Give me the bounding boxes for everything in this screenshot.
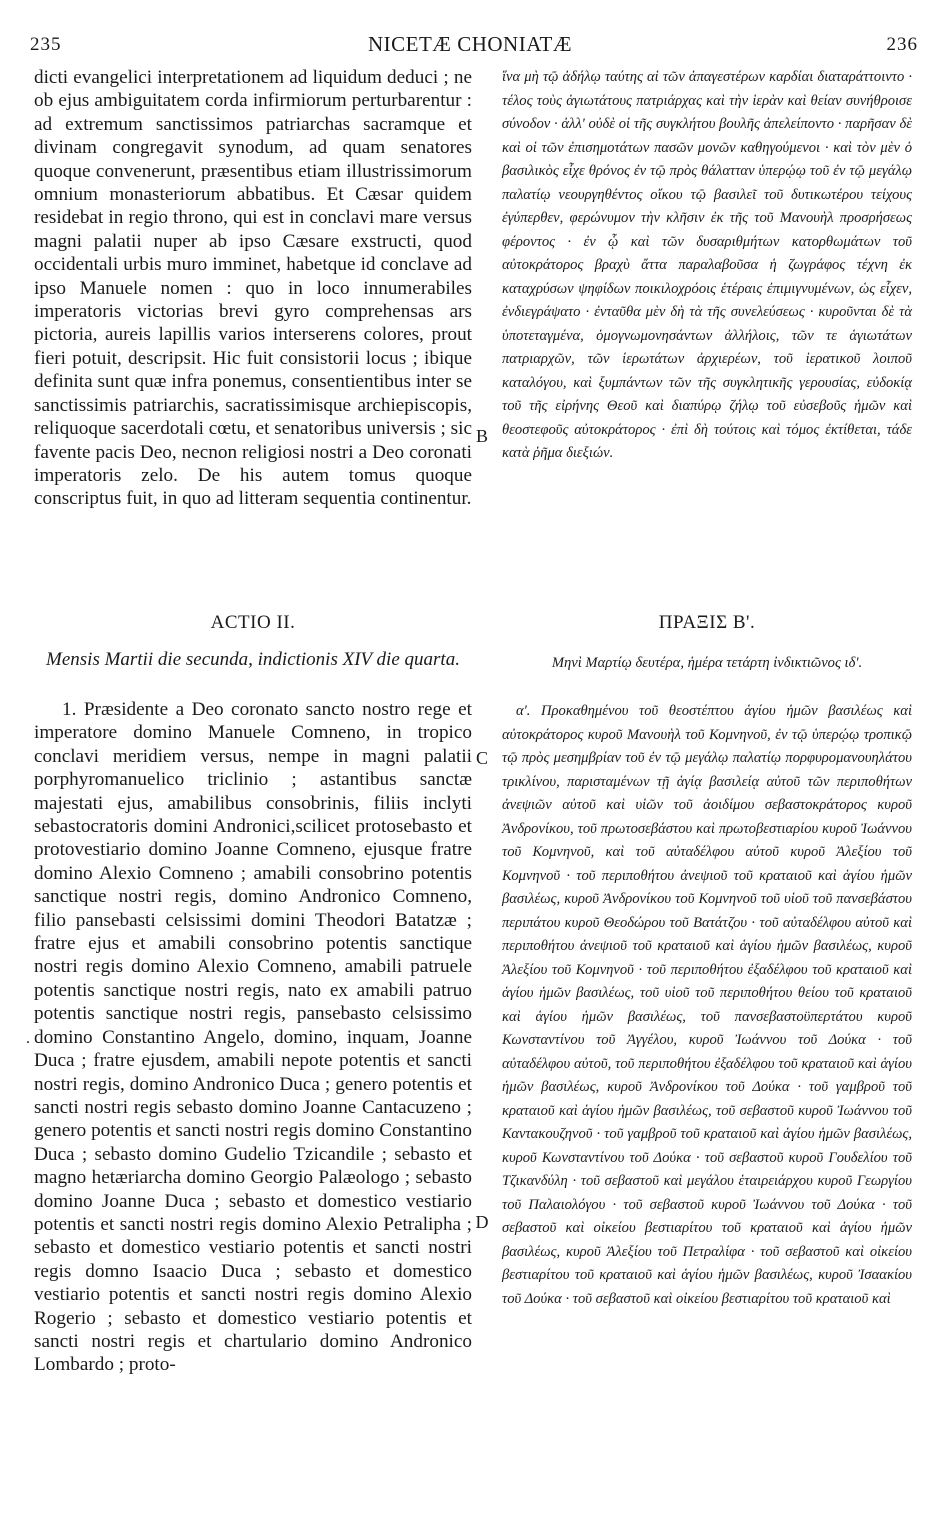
margin-tick: .	[26, 1030, 30, 1047]
latin-top-paragraph: dicti evangelici interpretationem ad liquidum deduci ; ne ob ejus ambiguitatem corda infirmiorum perturbarentur : ad extremum sanctissimos patriarchas sacramque et divinam congregavit synodum, ad quam senatores quoque convenerunt, præsentibus etiam illustrissimorum omnium monasteriorum abbatibus. Et Cæsar quidem residebat in regio throno, qui est in conclavi mare versus magni palatii nuper ab ipso Cæsare exstructi, quod occidentali urbis muro imminet, habetque id conclave ad ipso Manuele nomen : quo in loco innumerabiles imperatoris victorias brevi gyro comprehensas ars pictoria, aureis lapillis varios interserens colores, prout fieri potuit, descripsit. Hic fuit consistorii locus ; ibique definita sunt quæ infra ponemus, consentientibus inter se sanctissimis patriarchis, sacratissimisque archiepiscopis, reliquoque sacerdotali cœtu, et senatoribus universis ; sic favente pacis Deo, necnon religiosi nostri a Deo coronati imperatoris zelo. De his autem tomus quoque conscriptus fuit, in quo ad litteram sequentia continentur.	[34, 67, 472, 510]
greek-section-subtitle: Μηνὶ Μαρτίῳ δευτέρα, ἡμέρα τετάρτη ἰνδικτιῶνος ιδ'.	[551, 655, 863, 671]
margin-marker-b: B	[475, 426, 488, 446]
page-number-left: 235	[30, 34, 62, 55]
margin-marker-d: D	[475, 1212, 489, 1232]
greek-body-paragraph: α'. Προκαθημένου τοῦ θεοστέπτου ἁγίου ἡμῶν βασιλέως καὶ αὐτοκράτορος κυροῦ Μανουὴλ τοῦ Κομνηνοῦ, ἐν τῷ ὑπερῴῳ τροπικῷ τῷ πρὸς μεσημβρίαν τοῦ ἐν τῷ μεγάλῳ παλατίῳ πορφυρομανουηλάτου τρικλίνου, παρισταμένων τῇ ἁγίᾳ βασιλείᾳ αὐτοῦ τῶν περιποθήτων ἀνεψιῶν αὐτοῦ καὶ υἱῶν τοῦ ἀοιδίμου σεβαστοκράτορος κυροῦ Ἀνδρονίκου, τοῦ πρωτοσεβάστου καὶ πρωτοβεστιαρίου κυροῦ Ἰωάννου τοῦ Κομνηνοῦ, καὶ τοῦ αὐταδέλφου αὐτοῦ κυροῦ Ἀλεξίου τοῦ Κομνηνοῦ · τοῦ περιποθήτου ἀνεψιοῦ τοῦ κραταιοῦ καὶ ἁγίου ἡμῶν βασιλέως, κυροῦ Ἀνδρονίκου τοῦ Κομνηνοῦ τοῦ υἱοῦ τοῦ πανσεβάστου περιπάτου κυροῦ Θεοδώρου τοῦ Βατάτζου · τοῦ αὐταδέλφου αὐτοῦ καὶ περιποθήτου ἀνεψιοῦ τοῦ κραταιοῦ καὶ ἁγίου ἡμῶν βασιλέως, κυροῦ Ἀλεξίου τοῦ Κομνηνοῦ · τοῦ περιποθήτου ἐξαδέλφου τοῦ κραταιοῦ καὶ ἁγίου ἡμῶν βασιλέως, τοῦ υἱοῦ τοῦ περιποθήτου θείου τοῦ κραταιοῦ καὶ ἁγίου ἡμῶν βασιλέως, τοῦ πανσεβαστοϋπερτάτου κυροῦ Κωνσταντίνου τοῦ Ἀγγέλου, κυροῦ Ἰωάννου τοῦ Δούκα · τοῦ αὐταδέλφου αὐτοῦ, τοῦ περιποθήτου ἐξαδέλφου τοῦ κραταιοῦ καὶ ἁγίου ἡμῶν βασιλέως, κυροῦ Ἀνδρονίκου τοῦ Δούκα · τοῦ γαμβροῦ τοῦ κραταιοῦ καὶ ἁγίου ἡμῶν βασιλέως, τοῦ σεβαστοῦ κυροῦ Ἰωάννου τοῦ Καντακουζηνοῦ · τοῦ γαμβροῦ τοῦ κραταιοῦ καὶ ἁγίου ἡμῶν βασιλέως, κυροῦ Κωνσταντίνου τοῦ Δούκα · τοῦ σεβαστοῦ κυροῦ Γουδελίου τοῦ Τζικανδύλη · τοῦ σεβαστοῦ καὶ μεγάλου ἑταιρειάρχου κυροῦ Γεωργίου τοῦ Παλαιολόγου · τοῦ σεβαστοῦ κυροῦ Ἰωάννου τοῦ Δούκα · τοῦ σεβαστοῦ καὶ οἰκείου βεστιαρίτου τοῦ κραταιοῦ καὶ ἁγίου ἡμῶν βασιλέως, κυροῦ Ἀλεξίου τοῦ Πετραλίφα · τοῦ σεβαστοῦ καὶ οἰκείου βεστιαρίτου τοῦ κραταιοῦ καὶ ἁγίου ἡμῶν βασιλέως, κυροῦ Ἰσαακίου τοῦ Δούκα · τοῦ σεβαστοῦ καὶ οἰκείου βεστιαρίτου τοῦ κραταιοῦ καὶ	[502, 703, 912, 1307]
running-title: NICETÆ CHONIATÆ	[367, 32, 573, 56]
latin-section-subtitle: Mensis Martii die secunda, indictionis XIV die quarta.	[46, 649, 460, 670]
page-number-right: 236	[886, 34, 918, 55]
latin-body-paragraph: 1. Præsidente a Deo coronato sancto nostro rege et imperatore domino Manuele Comneno, in tropico conclavi meridiem versus, nempe in magni palatii porphyromanuelico triclinio ; astantibus sanctæ majestati ejus, amabilibus consobrinis, filiis inclyti sebastocratoris domini Andronici,scilicet protosebasto et protovestiario domino Joanne Comneno, ejusque fratre domino Alexio Comneno ; amabili consobrino potentis sanctique nostri regis, domino Andronico Comneno, filio pansebasti celsissimi domini Theodori Batatzæ ; fratre ejus et amabili consobrino potentis sanctique nostri regis domino Alexio Comneno, amabili patruele potentis sanctique nostri regis, nato ex amabili patruo potentis sanctique nostri regis, pansebasto celsissimo domino Constantino Angelo, domino, inquam, Joanne Duca ; fratre ejusdem, amabili nepote potentis et sancti nostri regis, domino Andronico Duca ; genero potentis et sancti nostri regis sebasto domino Joanne Cantacuzeno ; genero potentis et sancti nostri regis domino Constantino Duca ; sebasto domino Gudelio Tzicandile ; sebasto et magno hetæriarcha domino Georgio Palæologo ; sebasto domino Joanne Duca ; sebasto et domestico vestiario potentis et sancti nostri regis domino Alexio Petralipha ; sebasto et domestico vestiario potentis et sancti nostri regis domno Isaacio Duca ; sebasto et domestico vestiario potentis et sancti nostri regis domino Alexio Rogerio ; sebasto et domestico vestiario potentis et sancti nostri regis et chartulario domino Andronico Lombardo ; proto-	[34, 699, 472, 1376]
greek-top-paragraph: ἵνα μὴ τῷ ἀδήλῳ ταύτης αἱ τῶν ἁπαγεστέρων καρδίαι διαταράττοιντο · τέλος τοὺς ἁγιωτάτους πατριάρχας καὶ τὴν ἱερὰν καὶ θείαν συνήθροισε σύνοδον · ἀλλ' οὐδὲ οἱ τῆς συγκλήτου βουλῆς ἀπελείποντο · παρῆσαν δὲ καὶ οἱ τῶν ἐπισημοτάτων πασῶν μονῶν καθηγούμενοι · καὶ τὸν μὲν ὁ βασιλικὸς εἶχε θρόνος ἐν τῷ πρὸς θάλατταν ὑπερῴῳ τοῦ ἐν τῷ μεγάλῳ παλατίῳ νεουργηθέντος οἴκου τῷ βασιλεῖ τοῦ δυτικωτέρου τείχους ἐγύπερθεν, φερώνυμον τὴν κλῆσιν ἐκ τῆς τοῦ Μανουὴλ προσρήσεως φέροντος · ἐν ᾧ καὶ τῶν δυσαριθμήτων κατορθωμάτων τοῦ αὐτοκράτορος βραχὺ ἄττα παραλαβοῦσα ἡ ζωγράφος τέχνη ἐκ καταχρύσων ψηφίδων ποικιλοχρόοις ἑτέραις ἐπιμιγνυμένων, ὡς εἶχεν, ἐνδιεγράψατο · ἐνταῦθα μὲν δὴ τὰ τῆς συνελεύσεως · κυροῦνται δὲ τὰ ὑποτεταγμένα, ὁμογνωμονησάντων ἀλλήλοις, τῶν τε ἁγιωτάτων πατριαρχῶν, τῶν ἱερωτάτων ἀρχιερέων, τοῦ ἱερατικοῦ λοιποῦ καταλόγου, καὶ ξυμπάντων τῶν τῆς συγκλητικῆς γερουσίας, εὐδοκίᾳ τοῦ τῆς εἰρήνης Θεοῦ καὶ διαπύρῳ ζήλῳ τοῦ εὐσεβοῦς ἡμῶν καὶ θεοστεφοῦς αὐτοκράτορος · ἐπὶ δὴ τούτοις καὶ τόμος ἐκτίθεται, τάδε κατὰ ῥῆμα διεξιών.	[502, 69, 912, 461]
page-header	[0, 28, 940, 58]
greek-top-column	[502, 66, 912, 466]
latin-top-column	[34, 66, 472, 511]
margin-marker-c: C	[475, 748, 488, 768]
greek-body-column	[502, 700, 912, 1311]
latin-body-column	[34, 698, 472, 1377]
latin-section-title: ACTIO II.	[210, 612, 296, 633]
greek-section-title: ΠΡΑΞΙΣ Β'.	[658, 612, 756, 633]
